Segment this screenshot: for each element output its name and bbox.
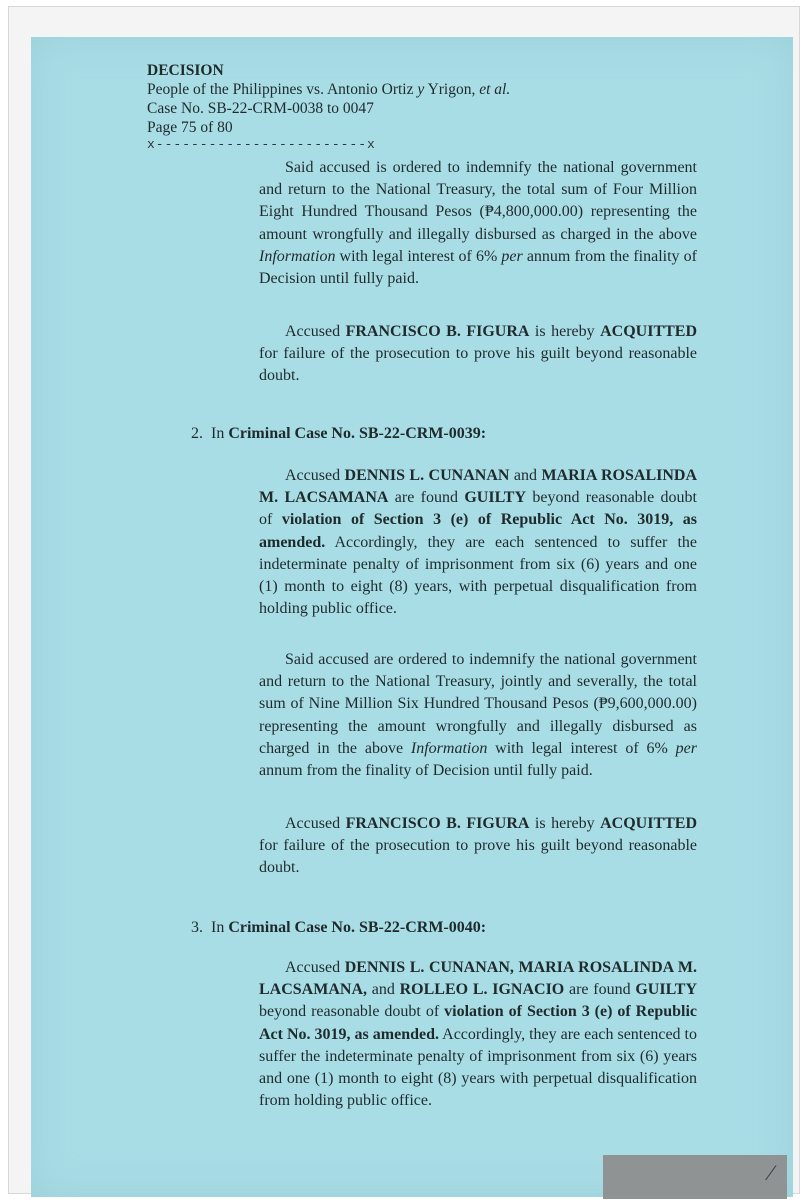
case-heading-0040: 3. In Criminal Case No. SB-22-CRM-0040: (191, 919, 487, 936)
indemnify-paragraph-1: Said accused is ordered to indemnify the national government and return to the National Treasury, the total sum of Four Million Eight Hundred Thousand Pesos (₱4,800,000.00) representing the amount wrongfully and illegally disbursed as charged in the above Information with legal interest of 6% per annum from the finality of Decision until fully paid. (259, 159, 697, 288)
case-heading-0039: 2. In Criminal Case No. SB-22-CRM-0039: (191, 425, 487, 442)
scan-frame (8, 6, 800, 1194)
guilty-paragraph-0040: Accused DENNIS L. CUNANAN, MARIA ROSALINDA M. LACSAMANA, and ROLLEO L. IGNACIO are found GUILTY beyond reasonable doubt of violation of Section 3 (e) of Republic Act No. 3019, as amended. Accordingly, they are each sentenced to suffer the indeterminate penalty of imprisonment from six (6) years and one (1) month to eight (8) years with perpetual disqualification from holding public office. (259, 959, 698, 1110)
indemnify-paragraph-2: Said accused are ordered to indemnify the national government and return to the National Treasury, jointly and severally, the total sum of Nine Million Six Hundred Thousand Pesos (₱9,600,000.00) representing the amount wrongfully and illegally disbursed as charged in the above Information with legal interest of 6% per annum from the finality of Decision until fully paid. (259, 651, 697, 780)
acquittal-paragraph-1: Accused FRANCISCO B. FIGURA is hereby ACQUITTED for failure of the prosecution to prove his guilt beyond reasonable doubt. (259, 323, 698, 385)
page-number: Page 75 of 80 (147, 119, 233, 136)
document-page (31, 37, 793, 1197)
case-number: Case No. SB-22-CRM-0038 to 0047 (147, 100, 374, 117)
case-parties: People of the Philippines vs. Antonio Ortiz y Yrigon, et al. (147, 81, 511, 98)
guilty-paragraph-0039: Accused DENNIS L. CUNANAN and MARIA ROSALINDA M. LACSAMANA are found GUILTY beyond reasonable doubt of violation of Section 3 (e) of Republic Act No. 3019, as amended. Accordingly, they are each sentenced to suffer the indeterminate penalty of imprisonment from six (6) years and one (1) month to eight (8) years, with perpetual disqualification from holding public office. (259, 467, 698, 618)
header-divider: x------------------------x (147, 137, 376, 152)
document-title: DECISION (147, 62, 224, 79)
page-header (147, 61, 510, 137)
signature-mark-icon: ⁄ (769, 1160, 773, 1185)
redaction-box (603, 1155, 787, 1199)
acquittal-paragraph-2: Accused FRANCISCO B. FIGURA is hereby ACQUITTED for failure of the prosecution to prove his guilt beyond reasonable doubt. (259, 815, 698, 877)
